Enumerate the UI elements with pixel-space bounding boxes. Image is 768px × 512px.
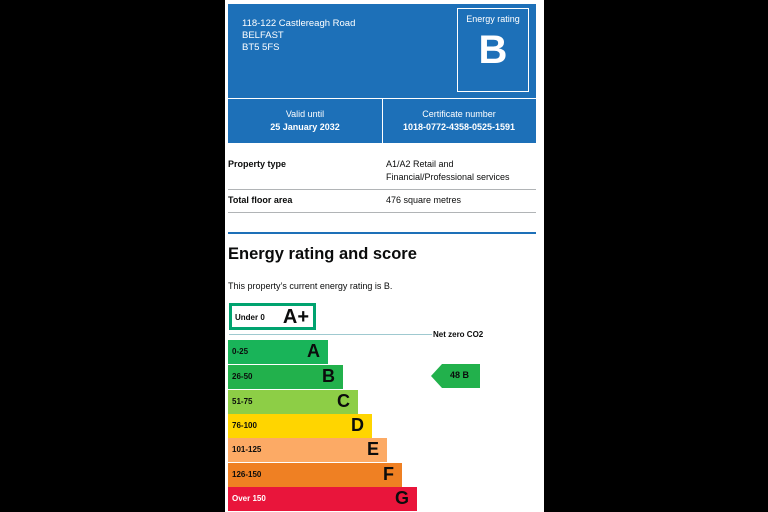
band-aplus-range: Under 0 — [235, 313, 265, 322]
band-e-letter: E — [366, 439, 379, 459]
section-rule — [228, 232, 536, 234]
band-e — [228, 438, 387, 462]
band-a-range: 0-25 — [232, 347, 249, 356]
band-c — [228, 390, 358, 414]
floor-area-value: 476 square metres — [386, 195, 462, 205]
valid-until-value: 25 January 2032 — [270, 122, 340, 132]
band-b-letter: B — [322, 366, 335, 386]
property-type-line-2: Financial/Professional services — [386, 172, 510, 182]
energy-rating-value: B — [478, 28, 508, 72]
property-type-line-1: A1/A2 Retail and — [386, 159, 454, 169]
band-b-range: 26-50 — [232, 372, 253, 381]
address-line-2: BELFAST — [242, 30, 284, 41]
band-g-range: Over 150 — [232, 494, 266, 503]
section-heading: Energy rating and score — [228, 245, 417, 263]
valid-until-label: Valid until — [285, 109, 325, 119]
net-zero-line — [229, 334, 432, 335]
band-b — [228, 365, 343, 389]
current-score-label: 48 B — [450, 370, 470, 380]
certificate-number-label: Certificate number — [422, 109, 496, 119]
band-g — [228, 487, 417, 511]
band-d-letter: D — [351, 415, 364, 435]
band-a — [228, 340, 328, 364]
band-e-range: 101-125 — [232, 445, 262, 454]
band-d — [228, 414, 372, 438]
current-rating-marker — [431, 364, 480, 388]
epc-page — [225, 0, 544, 512]
certificate-header — [228, 4, 536, 143]
band-c-range: 51-75 — [232, 397, 253, 406]
certificate-number-cell — [382, 108, 536, 134]
property-type-label: Property type — [228, 159, 287, 169]
band-f-letter: F — [383, 464, 394, 484]
band-aplus — [229, 303, 316, 330]
property-type-value — [386, 158, 510, 184]
band-f-range: 126-150 — [232, 470, 262, 479]
band-aplus-letter: A+ — [282, 306, 309, 328]
band-a-letter: A — [307, 341, 320, 361]
band-c-letter: C — [337, 391, 350, 411]
floor-area-row — [228, 194, 536, 213]
address-line-1: 118-122 Castlereagh Road — [242, 18, 356, 29]
current-rating-text: This property’s current energy rating is B. — [228, 281, 393, 291]
valid-until-cell — [228, 108, 382, 134]
net-zero-label: Net zero CO2 — [433, 330, 484, 339]
band-f — [228, 463, 402, 487]
certificate-number-value: 1018-0772-4358-0525-1591 — [402, 122, 516, 132]
address-line-3: BT5 5FS — [242, 42, 280, 53]
energy-rating-label: Energy rating — [466, 14, 520, 24]
floor-area-label: Total floor area — [228, 195, 293, 205]
band-g-letter: G — [394, 488, 409, 508]
property-address — [242, 18, 355, 54]
band-d-range: 76-100 — [232, 421, 257, 430]
energy-rating-box — [457, 8, 529, 92]
property-type-row — [228, 158, 536, 190]
